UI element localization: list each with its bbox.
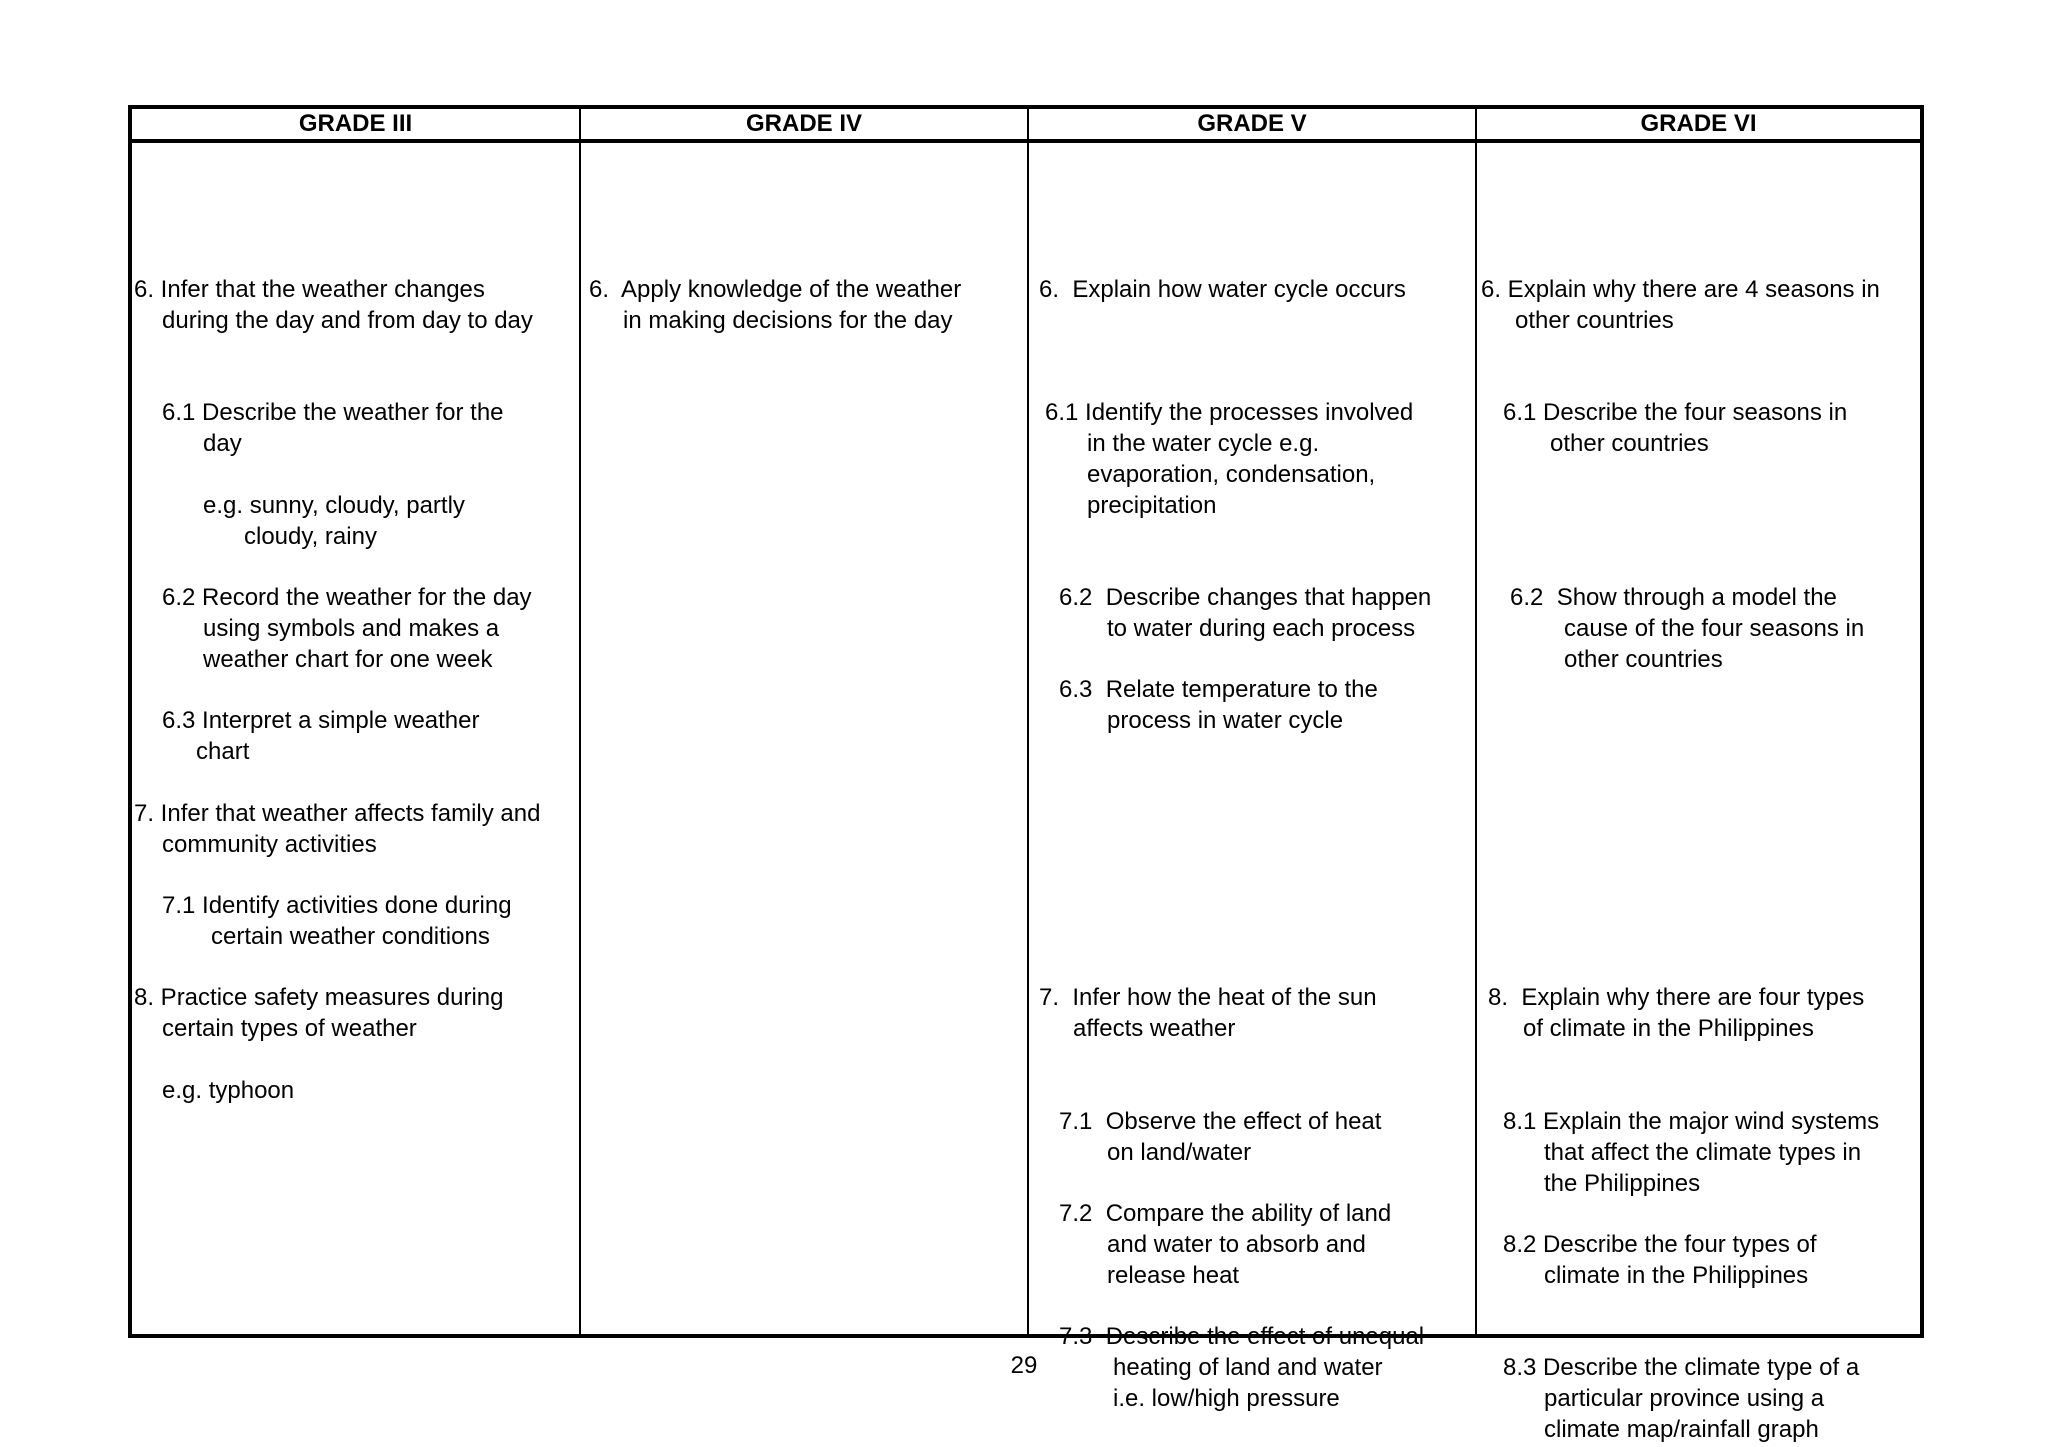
objective-6-2-cont: using symbols and makes a [203, 615, 500, 642]
objective-8: 8. Explain why there are four types [1488, 984, 1865, 1011]
objective-6-1: 6.1 Describe the weather for the [162, 399, 504, 426]
objective-8-cont: of climate in the Philippines [1523, 1015, 1814, 1042]
objective-6-3-cont: process in water cycle [1107, 707, 1344, 734]
objective-7-3-cont: i.e. low/high pressure [1113, 1385, 1340, 1412]
objective-6-3: 6.3 Interpret a simple weather [162, 707, 480, 734]
header-grade-4: GRADE IV [745, 110, 862, 137]
objective-7-2-cont: release heat [1107, 1262, 1240, 1289]
objective-6-2-cont: to water during each process [1107, 615, 1416, 642]
objective-8-3: 8.3 Describe the climate type of a [1503, 1354, 1860, 1381]
objective-7-2-cont: and water to absorb and [1107, 1231, 1366, 1258]
objective-7-1-cont: on land/water [1107, 1139, 1252, 1166]
objective-6-1-cont: other countries [1550, 430, 1709, 457]
objective-6-2-cont: other countries [1564, 646, 1723, 673]
objective-8-3-cont: particular province using a [1544, 1385, 1825, 1412]
objective-7: 7. Infer how the heat of the sun [1039, 984, 1377, 1011]
objective-8-2-cont: climate in the Philippines [1544, 1262, 1809, 1289]
objective-6-2: 6.2 Record the weather for the day [162, 584, 532, 611]
header-grade-6: GRADE VI [1640, 110, 1757, 137]
objective-8-1-cont: the Philippines [1544, 1170, 1701, 1197]
objective-7-cont: community activities [162, 831, 377, 858]
objective-7-2: 7.2 Compare the ability of land [1059, 1200, 1392, 1227]
objective-6-cont: in making decisions for the day [623, 307, 953, 334]
grade-4-column [581, 143, 1027, 1334]
grade-6-column [1477, 143, 1920, 1443]
objective-6-1-example-cont: cloudy, rainy [244, 523, 377, 550]
objective-8-1: 8.1 Explain the major wind systems [1503, 1108, 1880, 1135]
objective-6-1-example: e.g. sunny, cloudy, partly [203, 492, 465, 519]
objective-7-cont: affects weather [1073, 1015, 1236, 1042]
objective-6-1-cont: in the water cycle e.g. [1087, 430, 1320, 457]
objective-7-1-cont: certain weather conditions [211, 923, 490, 950]
objective-6-3: 6.3 Relate temperature to the [1059, 676, 1378, 703]
objective-8-cont: certain types of weather [162, 1015, 417, 1042]
grade-3-column [132, 143, 579, 1334]
page-number: 29 [1010, 1352, 1038, 1379]
objective-6-1-cont: evaporation, condensation, [1087, 461, 1376, 488]
objective-6-2: 6.2 Show through a model the [1510, 584, 1837, 611]
objective-6-2-cont: weather chart for one week [203, 646, 493, 673]
objective-6: 6. Apply knowledge of the weather [589, 276, 962, 303]
objective-6-1: 6.1 Identify the processes involved [1045, 399, 1414, 426]
objective-8-example: e.g. typhoon [162, 1077, 295, 1104]
grade-5-column [1029, 143, 1475, 1412]
objective-6-1-cont: precipitation [1087, 492, 1217, 519]
objective-8-3-cont: climate map/rainfall graph [1544, 1416, 1819, 1443]
header-grade-5: GRADE V [1197, 110, 1307, 137]
objective-6-cont: during the day and from day to day [162, 307, 533, 334]
objective-7-3-cont: heating of land and water [1113, 1354, 1383, 1381]
objective-7-3: 7.3 Describe the effect of unequal [1059, 1323, 1425, 1350]
objective-6: 6. Explain how water cycle occurs [1039, 276, 1406, 303]
objective-6-1: 6.1 Describe the four seasons in [1503, 399, 1848, 426]
objective-8: 8. Practice safety measures during [134, 984, 504, 1011]
objective-8-1-cont: that affect the climate types in [1544, 1139, 1862, 1166]
objective-6-3-cont: chart [196, 738, 250, 765]
objective-6: 6. Infer that the weather changes [134, 276, 485, 303]
objective-6-1-cont: day [203, 430, 242, 457]
objective-7-1: 7.1 Observe the effect of heat [1059, 1108, 1382, 1135]
objective-6: 6. Explain why there are 4 seasons in [1481, 276, 1880, 303]
objective-8-2: 8.2 Describe the four types of [1503, 1231, 1817, 1258]
objective-6-cont: other countries [1515, 307, 1674, 334]
objective-7: 7. Infer that weather affects family and [134, 800, 541, 827]
objective-7-1: 7.1 Identify activities done during [162, 892, 512, 919]
header-grade-3: GRADE III [298, 110, 413, 137]
objective-6-2-cont: cause of the four seasons in [1564, 615, 1865, 642]
objective-6-2: 6.2 Describe changes that happen [1059, 584, 1432, 611]
